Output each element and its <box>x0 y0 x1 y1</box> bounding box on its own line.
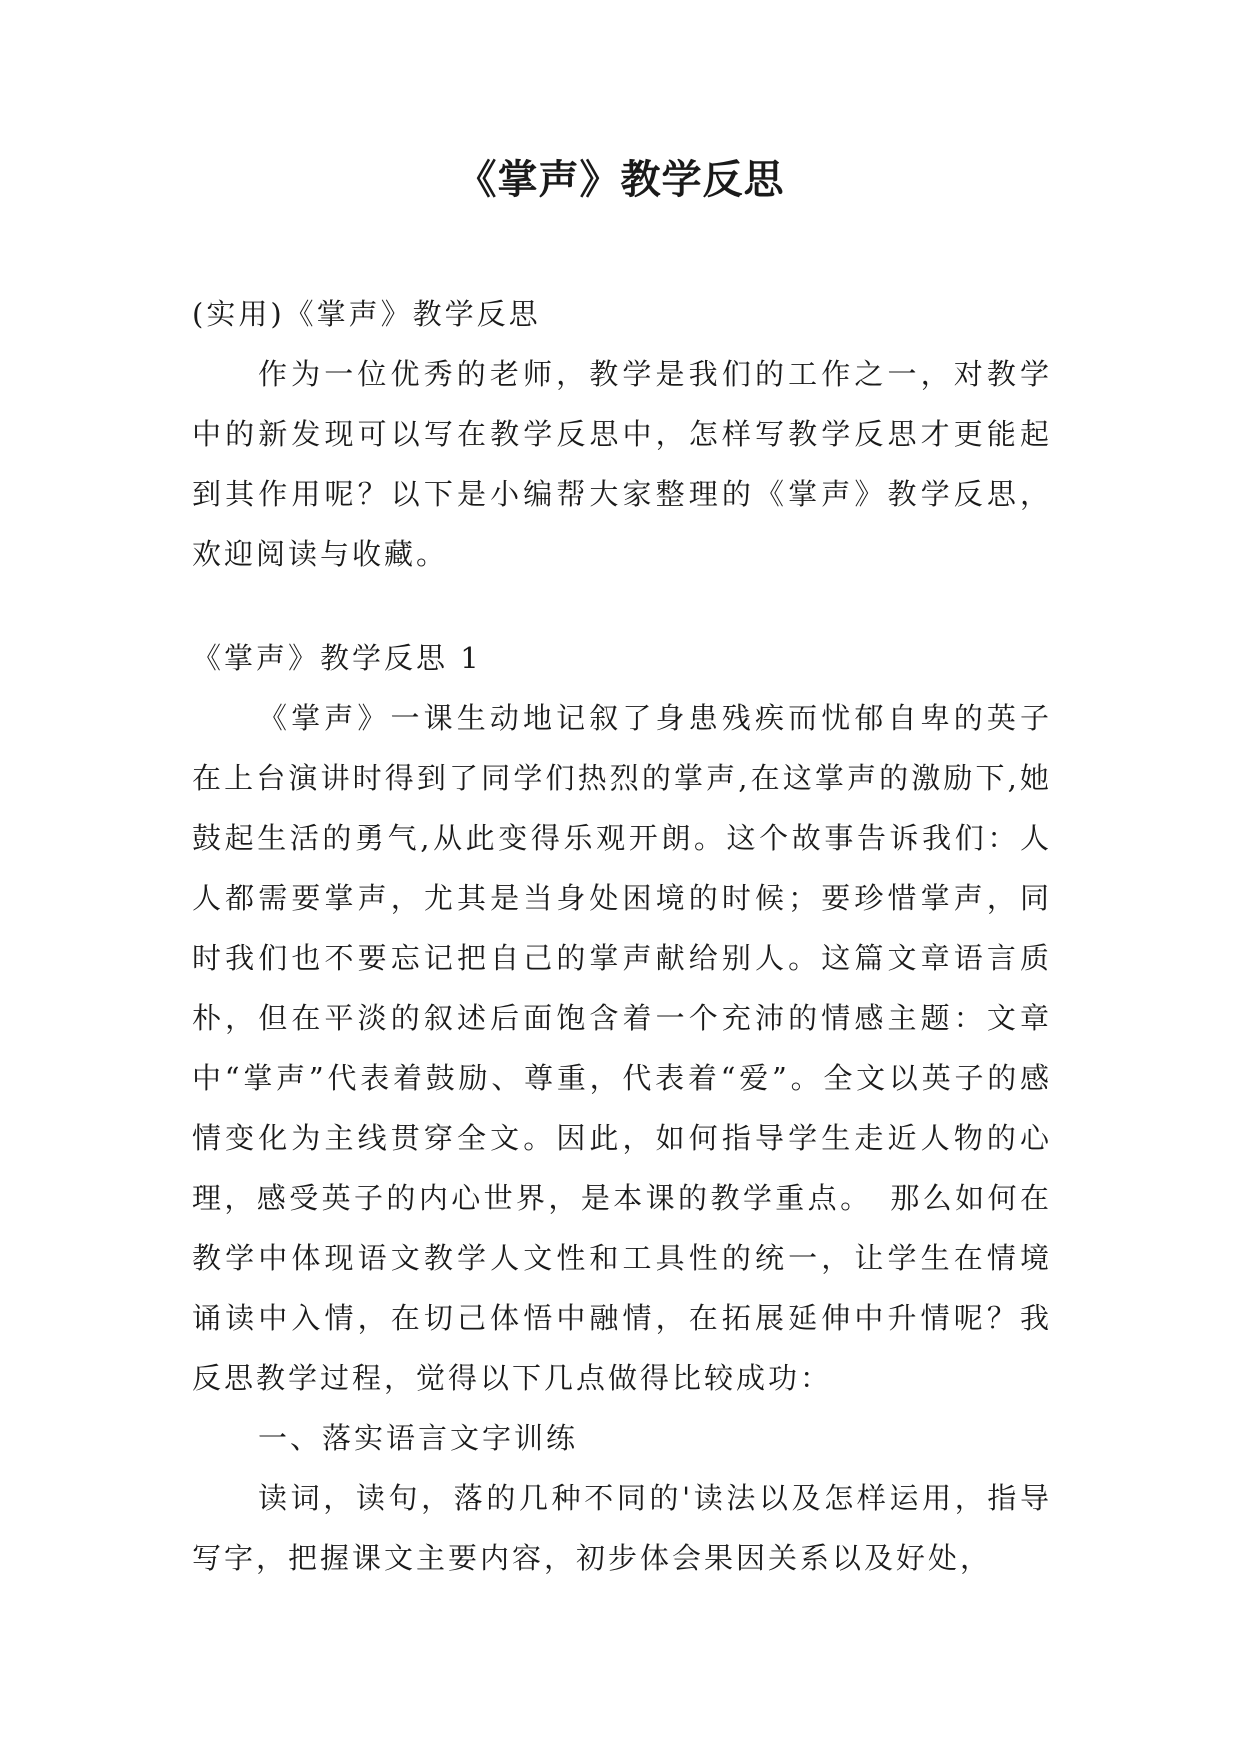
section-1-heading: 《掌声》教学反思 1 <box>192 641 482 675</box>
section-1-point-1-heading: 一、落实语言文字训练 <box>258 1421 579 1455</box>
document-subtitle: (实用)《掌声》教学反思 <box>192 297 541 331</box>
section-1-paragraph: 《掌声》一课生动地记叙了身患残疾而忧郁自卑的英子在上台演讲时得到了同学们热烈的掌声,在这掌声的激励下,她鼓起生活的勇气,从此变得乐观开朗。这个故事告诉我们：人人都需要掌声，尤其是当身处困境的时候；要珍惜掌声，同时我们也不要忘记把自己的掌声献给别人。这篇文章语言质朴，但在平淡的叙述后面饱含着一个充沛的情感主题：文章中“掌声”代表着鼓励、尊重，代表着“爱”。全文以英子的感情变化为主线贯穿全文。因此，如何指导学生走近人物的心理，感受英子的内心世界，是本课的教学重点。 那么如何在教学中体现语文教学人文性和工具性的统一，让学生在情境诵读中入情，在切己体悟中融情，在拓展延伸中升情呢？我反思教学过程，觉得以下几点做得比较成功： <box>192 701 1052 1395</box>
intro-section <box>192 284 1052 584</box>
section-1-point-1-paragraph: 读词，读句，落的几种不同的'读法以及怎样运用，指导写字，把握课文主要内容，初步体会果因关系以及好处， <box>192 1481 1052 1575</box>
intro-paragraph: 作为一位优秀的老师，教学是我们的工作之一，对教学中的新发现可以写在教学反思中，怎样写教学反思才更能起到其作用呢？以下是小编帮大家整理的《掌声》教学反思，欢迎阅读与收藏。 <box>192 357 1052 571</box>
section-1 <box>192 628 1052 1588</box>
document-title: 《掌声》教学反思 <box>456 157 785 203</box>
